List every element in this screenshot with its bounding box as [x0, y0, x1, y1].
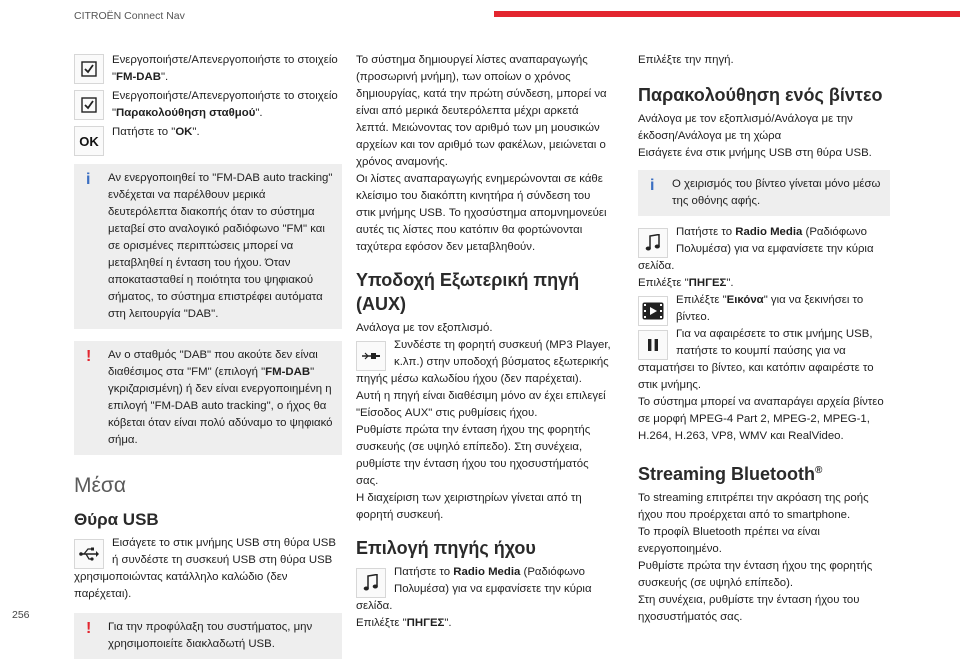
aux-jack-icon — [356, 341, 386, 371]
usb-warning-note: ! Για την προφύλαξη του συστήματος, μην χρησιμοποιείτε διακλαδωτή USB. — [74, 613, 342, 659]
video-info-note: i Ο χειρισμός του βίντεο γίνεται μόνο μέσω της οθόνης αφής. — [638, 170, 890, 216]
aux-lead: Ανάλογα με τον εξοπλισμό. — [356, 322, 493, 334]
warning-note: ! Αν ο σταθμός "DAB" που ακούτε δεν είναι διαθέσιμος στα "FM" (επιλογή "FM-DAB" γκριζαρισμένη) ή δεν είναι ενεργοποιημένη η επιλογή "FM-DAB auto tracking", ο ήχος θα κόβεται όταν είναι πολύ αδύναμο το ψηφιακό σήμα. — [74, 341, 342, 455]
usb-heading: Θύρα USB — [74, 510, 159, 529]
info-icon: i — [650, 177, 655, 194]
video-play-icon[interactable] — [638, 296, 668, 326]
video-picture-item: Επιλέξτε "Εικόνα" για να ξεκινήσει το βίντεο. — [638, 292, 890, 326]
aux-item: Συνδέστε τη φορητή συσκευή (MP3 Player, κ.λπ.) στην υποδοχή βύσματος εξωτερικής πηγής μέσω καλωδίου ήχου (δεν παρέχεται). — [356, 339, 611, 385]
video-heading: Παρακολούθηση ενός βίντεο — [638, 85, 883, 105]
playlist-text: Το σύστημα δημιουργεί λίστες αναπαραγωγής (προσωρινή μνήμη), των οποίων ο χρόνος δημιουργίας, κατά την πρώτη σύνδεση, μπορεί να είναι από μερικά δευτερόλεπτα μέχρι αρκετά λεπτά. Μειώνοντας τον αριθμό των μη μουσικών αρχείων και τον αριθμό των φακέλων, μειώνεται ο χρόνος αναμονής. — [356, 54, 607, 168]
source-heading: Επιλογή πηγής ήχου — [356, 538, 536, 558]
pause-icon[interactable] — [638, 330, 668, 360]
usb-icon — [74, 539, 104, 569]
info-icon: i — [86, 171, 91, 188]
checkbox-icon[interactable] — [74, 90, 104, 120]
column-2: Το σύστημα δημιουργεί λίστες αναπαραγωγής (προσωρινή μνήμη), των οποίων ο χρόνος δημιουργίας, κατά την πρώτη σύνδεση, μπορεί να είναι από μερικά δευτερόλεπτα μέχρι αρκετά λεπτά. Μειώνοντας τον αριθμό των μη μουσικών αρχείων και τον αριθμό των φακέλων, μειώνεται ο χρόνος αναμονής. Οι λίστες αναπαραγωγής ενημερώνονται σε κάθε κλείσιμο του διακόπτη κινητήρα ή σύνδεση του στικ μνήμης USB. Το ηχοσύστημα απομνημονεύει αυτές τις λίστες που κατόπιν θα φορτώνονται ταχύτερα εφόσον δεν μεταβληθούν. Υποδοχή Εξωτερική πηγή (AUX) Ανάλογα με τον εξοπλισμό. Συνδέστε τη φορητή συσκευή (MP3 Player, κ.λπ.) στην υποδοχή βύσματος εξωτερικής πηγής μέσω καλωδίου ήχου (δεν παρέχεται). Αυτή η πηγή είναι διαθέσιμη μόνο αν έχει επιλεγεί "Είσοδος AUX" στις ρυθμίσεις ήχου. Ρυθμίστε πρώτα την ένταση ήχου της φορητής συσκευής (σε υψηλό επίπεδο). Στη συνέχεια, ρυθμίστε την ένταση ήχου του ηχοσυστήματός σας. Η διαχείριση των χειριστηρίων γίνεται από τη φορητή συσκευή. Επιλογή πηγής ήχου Πατήστε το Radio Media (Ραδιόφωνο Πολυμέσα) για να εμφανίσετε την κύρια σελίδα. Επιλέξτε "ΠΗΓΕΣ". — [356, 54, 611, 629]
checkbox-icon[interactable] — [74, 54, 104, 84]
ok-item: OK Πατήστε το "OK". — [74, 124, 342, 154]
remove-usb-item: Για να αφαιρέσετε το στικ μνήμης USB, πατήστε το κουμπί παύσης για να σταματήσει το βίντεο, και κατόπιν αφαιρέστε το στικ μνήμης. — [638, 328, 874, 391]
music-note-icon[interactable] — [356, 568, 386, 598]
usb-item: Εισάγετε το στικ μνήμης USB στη θύρα USB ή συνδέστε τη συσκευή USB στη θύρα USB χρησιμοποιώντας κατάλληλο καλώδιο (δεν παρέχεται). — [74, 537, 336, 600]
source-item: Πατήστε το Radio Media (Ραδιόφωνο Πολυμέσα) για να εμφανίσετε την κύρια σελίδα. — [356, 566, 592, 612]
warning-icon: ! — [86, 348, 92, 365]
ok-button-icon[interactable]: OK — [74, 126, 104, 156]
column-1 — [74, 52, 342, 671]
section-title: Μέσα — [74, 474, 126, 497]
warning-icon: ! — [86, 620, 92, 637]
music-note-icon[interactable] — [638, 228, 668, 258]
fmdab-item: Ενεργοποιήστε/Απενεργοποιήστε το στοιχείο "FM-DAB". — [74, 52, 342, 86]
column-3: Επιλέξτε την πηγή. Παρακολούθηση ενός βίντεο Ανάλογα με τον εξοπλισμό/Ανάλογα με την έκδοση/Ανάλογα με τη χώρα Εισάγετε ένα στικ μνήμης USB στη θύρα USB. i Ο χειρισμός του βίντεο γίνεται μόνο μέσω της οθόνης αφής. Πατήστε το Radio Media (Ραδιόφωνο Πολυμέσα) για να εμφανίσετε την κύρια σελίδα. Επιλέξτε "ΠΗΓΕΣ". Επιλέξτε "Εικόνα" για να ξεκινήσει το βίντεο. Για να αφαιρέσετε το στικ μνήμης USB, πατήστε το κουμπί παύσης για να σταματήσει το βίντεο, και κατόπιν αφαιρέστε το στικ μνήμης. Το σύστημα μπορεί να αναπαράγει αρχεία βίντεο σε μορφή MPEG-4 Part 2, MPEG-2, MPEG-1, H.264, H.263, VP8, WMV και RealVideo. Streaming Bluetooth® Το streaming επιτρέπει την ακρόαση της ροής ήχου που προέρχεται από το smartphone. Το προφίλ Bluetooth πρέπει να είναι ενεργοποιημένο. Ρυθμίστε πρώτα την ένταση ήχου της φορητής συσκευής (σε υψηλό επίπεδο). Στη συνέχεια, ρυθμίστε την ένταση ήχου του ηχοσυστήματός σας. — [638, 52, 890, 626]
info-note: i Αν ενεργοποιηθεί το "FM-DAB auto tracking" ενδέχεται να παρέλθουν μερικά δευτερόλεπτα διακοπής όταν το σύστημα μεταβεί στο αναλογικό ραδιόφωνο "FM" και σε ορισμένες περιπτώσεις μπορεί να μεταβληθεί η ένταση του ήχου. Όταν αποκατασταθεί η ποιότητα του ψηφιακού σήματος, το σύστημα επιστρέφει αυτόματα στη λειτουργία "DAB". — [74, 164, 342, 329]
video-source-item: Πατήστε το Radio Media (Ραδιόφωνο Πολυμέσα) για να εμφανίσετε την κύρια σελίδα. — [638, 226, 874, 272]
playlist-text-2: Οι λίστες αναπαραγωγής ενημερώνονται σε κάθε κλείσιμο του διακόπτη κινητήρα ή σύνδεση του στικ μνήμης USB. Το ηχοσύστημα απομνημονεύει αυτές τις λίστες που κατόπιν θα φορτώνονται ταχύτερα εφόσον δεν μεταβληθούν. — [356, 173, 607, 253]
header-accent-bar — [494, 11, 960, 17]
tracking-item: Ενεργοποιήστε/Απενεργοποιήστε το στοιχείο "Παρακολούθηση σταθμού". — [74, 88, 342, 122]
aux-heading: Υποδοχή Εξωτερική πηγή (AUX) — [356, 270, 580, 314]
bluetooth-heading: Streaming Bluetooth® — [638, 464, 823, 484]
page-number: 256 — [12, 609, 30, 621]
header-title: CITROËN Connect Nav — [74, 10, 185, 22]
